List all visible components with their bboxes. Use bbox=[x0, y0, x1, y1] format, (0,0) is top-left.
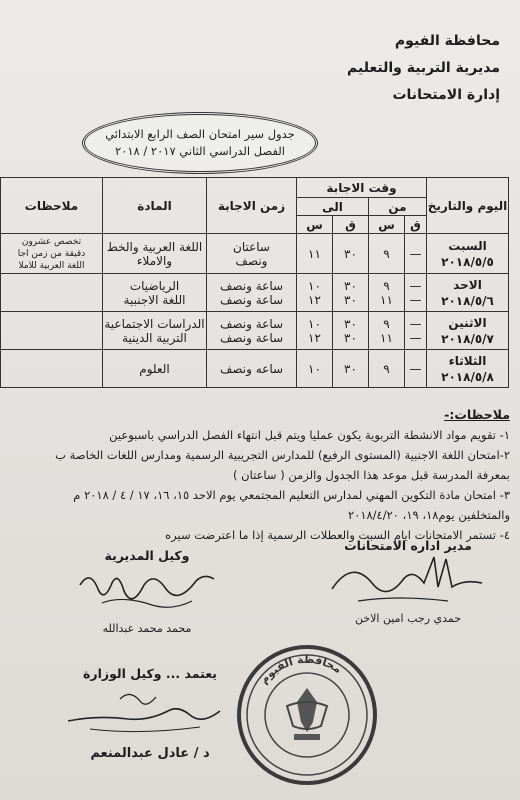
note-item: ٤- تستمر الامتحانات ايام السبت والعطلات الرسمية إذا ما اعترضت سيره bbox=[165, 528, 510, 542]
duration: ساعتان bbox=[233, 239, 270, 254]
col-header-from: من bbox=[369, 198, 427, 216]
governorate-line: محافظة الفيوم bbox=[394, 33, 500, 49]
from-hour: ٩ bbox=[383, 246, 390, 261]
note-cell bbox=[1, 312, 103, 350]
duration: ساعه ونصف bbox=[219, 361, 284, 376]
subject: اللغة الاجنبية bbox=[123, 292, 186, 307]
from-minutes-cell bbox=[405, 234, 427, 274]
to-minutes: ٣٠ bbox=[344, 330, 357, 345]
duration-cell bbox=[207, 274, 297, 312]
to-hour-cell bbox=[297, 234, 333, 274]
col-header-time: وقت الاجابة bbox=[297, 178, 427, 198]
to-minutes-cell bbox=[333, 234, 369, 274]
duration-cell bbox=[207, 312, 297, 350]
deputy-signature-scribble bbox=[72, 563, 222, 619]
note-cell bbox=[1, 234, 103, 274]
subject: التربية الدينية bbox=[122, 330, 187, 345]
subject: الرياضيات bbox=[129, 278, 180, 293]
duration: ساعة ونصف bbox=[219, 330, 284, 345]
day-name: السبت bbox=[448, 238, 487, 253]
day-date-cell bbox=[427, 312, 509, 350]
table-row bbox=[1, 312, 509, 350]
day-date-cell bbox=[427, 234, 509, 274]
duration: ساعة ونصف bbox=[219, 316, 284, 331]
to-minutes: ٣٠ bbox=[344, 292, 357, 307]
to-minutes: ٣٠ bbox=[344, 278, 357, 293]
exams-director-name: حمدي رجب امين الاخن bbox=[354, 612, 462, 625]
duration: ساعة ونصف bbox=[219, 278, 284, 293]
subject: الدراسات الاجتماعية bbox=[104, 316, 205, 331]
note: اللغة العربية للاملا bbox=[18, 260, 85, 271]
duration-cell bbox=[207, 234, 297, 274]
from-hour: ٩ bbox=[383, 278, 390, 293]
exam-date: ٢٠١٨/٥/٦ bbox=[441, 293, 494, 308]
day-date-cell bbox=[427, 350, 509, 388]
directorate-line: مديرية التربية والتعليم bbox=[347, 60, 500, 76]
to-hour-cell bbox=[297, 274, 333, 312]
approval-title: يعتمد ... وكيل الوزارة bbox=[83, 666, 217, 681]
from-hour-cell bbox=[369, 312, 405, 350]
from-hour-cell bbox=[369, 274, 405, 312]
col-header-notes: ملاحظات bbox=[1, 178, 103, 234]
from-hour-cell bbox=[369, 350, 405, 388]
subject-cell bbox=[103, 234, 207, 274]
col-header-duration: زمن الاجابة bbox=[207, 178, 297, 234]
table-row bbox=[1, 350, 509, 388]
from-minutes-cell bbox=[405, 312, 427, 350]
to-minutes: ٣٠ bbox=[344, 361, 357, 376]
subject: اللغة العربية والخط bbox=[106, 239, 203, 254]
col-header-to-q: ق bbox=[333, 216, 369, 234]
subject-cell bbox=[103, 312, 207, 350]
from-hour: ١١ bbox=[380, 330, 393, 345]
note-item: ١- تقويم مواد الانشطة التربوية يكون عمليا ويتم قبل انتهاء الفصل الدراسي باسبوعين bbox=[109, 428, 510, 442]
to-minutes: ٣٠ bbox=[344, 316, 357, 331]
col-header-from-q: ق bbox=[405, 216, 427, 234]
note-item: ٣- امتحان مادة التكوين المهني لمدارس التعليم المجتمعي يوم الاحد ١٥، ١٦، ١٧ / ٤ / ٢٠١٨ م bbox=[73, 488, 510, 502]
exams-director-signature-block bbox=[318, 538, 498, 625]
duration: ونصف bbox=[235, 253, 268, 268]
to-hour: ١١ bbox=[308, 246, 321, 261]
duration: ساعة ونصف bbox=[219, 292, 284, 307]
to-hour-cell bbox=[297, 312, 333, 350]
exam-date: ٢٠١٨/٥/٥ bbox=[441, 254, 494, 269]
to-minutes: ٣٠ bbox=[344, 246, 357, 261]
letterhead bbox=[347, 28, 500, 109]
note-item: بمعرفة المدرسة قبل موعد هذا الجدول والزمن ( ساعتان ) bbox=[233, 468, 510, 482]
table-row bbox=[1, 274, 509, 312]
note-item: والمتخلفين يوم١٨، ١٩، ٢٠١٨/٤/٢٠ bbox=[347, 508, 510, 522]
seal-text: محافظة الفيوم bbox=[257, 652, 345, 687]
day-name: الاحد bbox=[453, 277, 482, 292]
from-minutes-cell bbox=[405, 274, 427, 312]
from-hour: ٩ bbox=[383, 316, 390, 331]
to-minutes-cell bbox=[333, 274, 369, 312]
col-header-from-s: س bbox=[369, 216, 405, 234]
col-header-to-s: س bbox=[297, 216, 333, 234]
to-minutes-cell bbox=[333, 350, 369, 388]
day-name: الثلاثاء bbox=[448, 353, 487, 368]
col-header-day: اليوم والتاريخ bbox=[427, 178, 509, 234]
to-hour: ١٠ bbox=[308, 361, 321, 376]
from-minutes: — bbox=[409, 292, 422, 307]
department-line: إدارة الامتحانات bbox=[392, 87, 500, 103]
title-line-1: جدول سير امتحان الصف الرابع الابتدائي bbox=[105, 127, 295, 141]
deputy-signature-block bbox=[72, 548, 222, 635]
official-seal bbox=[232, 640, 382, 790]
deputy-title: وكيل المديرية bbox=[104, 548, 190, 563]
title-line-2: الفصل الدراسي الثاني ٢٠١٧ / ٢٠١٨ bbox=[115, 144, 285, 158]
note-cell bbox=[1, 350, 103, 388]
note: تخصص عشرون bbox=[21, 236, 82, 247]
exam-date: ٢٠١٨/٥/٨ bbox=[441, 369, 494, 384]
note: دقيقة من زمن اجا bbox=[17, 248, 86, 259]
from-hour: ٩ bbox=[383, 361, 390, 376]
subject: العلوم bbox=[139, 361, 170, 376]
from-minutes: — bbox=[409, 361, 422, 376]
from-hour: ١١ bbox=[380, 292, 393, 307]
from-minutes: — bbox=[409, 330, 422, 345]
from-minutes: — bbox=[409, 316, 422, 331]
from-hour-cell bbox=[369, 234, 405, 274]
exams-director-title: مدير اداره الامتحانات bbox=[344, 538, 472, 553]
day-date-cell bbox=[427, 274, 509, 312]
duration-cell bbox=[207, 350, 297, 388]
subject-cell bbox=[103, 274, 207, 312]
to-minutes-cell bbox=[333, 312, 369, 350]
note-cell bbox=[1, 274, 103, 312]
note-item: ٢-امتحان اللغة الاجنبية (المستوى الرفيع) للمدارس التجريبية الرسمية ومدارس اللغات الخاصة ب bbox=[55, 448, 510, 462]
deputy-name: محمد محمد عبدالله bbox=[102, 622, 192, 635]
to-hour: ١٠ bbox=[308, 278, 321, 293]
to-hour: ١٠ bbox=[308, 316, 321, 331]
to-hour: ١٢ bbox=[308, 292, 321, 307]
col-header-subject: المادة bbox=[103, 178, 207, 234]
exams-director-signature-scribble bbox=[318, 553, 498, 609]
from-minutes-cell bbox=[405, 350, 427, 388]
subject: والاملاء bbox=[136, 253, 173, 268]
approval-signature-scribble bbox=[60, 681, 240, 743]
from-minutes: — bbox=[409, 278, 422, 293]
from-minutes: — bbox=[409, 246, 422, 261]
to-hour: ١٢ bbox=[308, 330, 321, 345]
col-header-to: الى bbox=[297, 198, 369, 216]
notes-title: ملاحظات:- bbox=[444, 407, 510, 422]
day-name: الاثنين bbox=[448, 315, 487, 330]
title-oval bbox=[82, 112, 318, 174]
approval-signature-block bbox=[60, 666, 240, 761]
exam-date: ٢٠١٨/٥/٧ bbox=[441, 331, 494, 346]
to-hour-cell bbox=[297, 350, 333, 388]
notes-section bbox=[5, 405, 510, 545]
approval-name: د / عادل عبدالمنعم bbox=[90, 746, 210, 761]
exam-schedule-table bbox=[0, 177, 509, 388]
subject-cell bbox=[103, 350, 207, 388]
table-row bbox=[1, 234, 509, 274]
